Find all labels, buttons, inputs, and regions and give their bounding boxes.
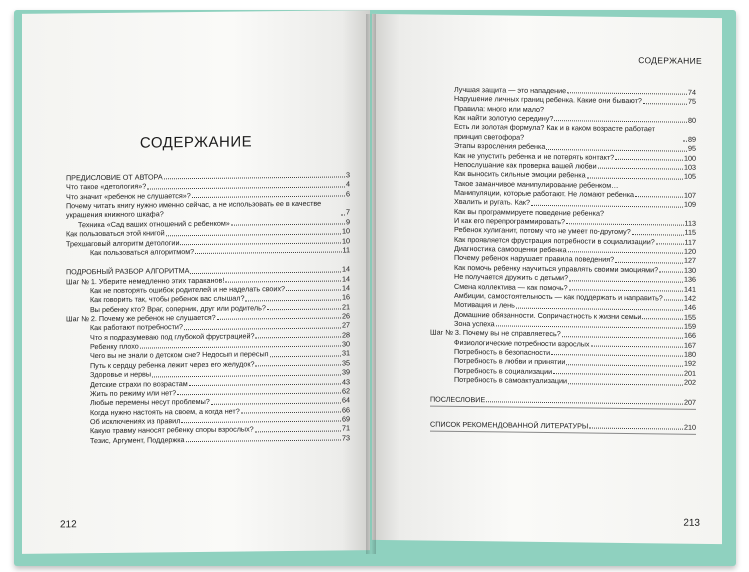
toc-entry-page: 71 xyxy=(342,423,350,433)
leader-dots xyxy=(659,272,683,273)
toc-entry-title: Детские страхи по возрастам xyxy=(90,378,188,389)
toc-entry-title: Что такое «детология»? xyxy=(66,181,147,192)
toc-entry-page: 167 xyxy=(684,340,696,350)
toc-entry-title: Как проявляется фрустрация потребности в социализации? xyxy=(454,234,655,247)
table-of-contents-right xyxy=(430,85,696,438)
toc-entry-title: Жить по режиму или нет? xyxy=(90,388,177,399)
toc-entry-title: Шаг № 1. Уберите немедленно этих тараканов! xyxy=(66,275,225,286)
toc-entry-page: 66 xyxy=(342,405,350,415)
toc-entry-page: 107 xyxy=(684,190,696,200)
leader-dots xyxy=(551,354,683,357)
leader-dots xyxy=(566,224,684,226)
toc-entry-page: 74 xyxy=(688,87,696,97)
toc-entry-page: 136 xyxy=(684,274,696,285)
toc-entry-page: 4 xyxy=(346,179,350,189)
toc-entry-title: Трехшаговый алгоритм детологии xyxy=(66,237,180,248)
leader-dots xyxy=(664,300,683,301)
toc-entry-title: Ребенок хулиганит, потому что не умеет по-другому? xyxy=(454,225,631,237)
toc-entry-page: 117 xyxy=(684,237,696,247)
toc-entry-title: Смена коллектива — как помочь? xyxy=(454,281,568,292)
toc-entry-page: 210 xyxy=(684,422,696,432)
toc-entry xyxy=(66,198,350,220)
toc-entry-page: 11 xyxy=(342,245,350,255)
toc-entry-page: 26 xyxy=(342,311,350,321)
book-gutter xyxy=(366,14,376,554)
toc-entry-title: Этапы взросления ребенка xyxy=(454,141,546,152)
toc-entry-title: Чего вы не знали о детском сне? Недосып и пересып xyxy=(90,349,269,361)
leader-dots xyxy=(241,411,341,413)
toc-entry-title: Техника «Сад ваших отношений с ребенком» xyxy=(78,218,230,230)
leader-dots xyxy=(217,318,341,320)
leader-dots xyxy=(192,196,345,199)
leader-dots xyxy=(553,373,683,376)
leader-dots xyxy=(186,440,341,443)
toc-entry-title: Нарушение личных границ ребенка. Какие они бывают? xyxy=(454,94,642,106)
toc-entry-title: Как говорить так, чтобы ребенок вас слышал? xyxy=(90,293,245,305)
toc-entry-page: 14 xyxy=(342,264,350,274)
toc-entry-page: 21 xyxy=(342,302,350,312)
leader-dots xyxy=(566,364,683,366)
toc-entry-page: 6 xyxy=(346,189,350,199)
toc-entry-title: Как помочь ребенку научиться управлять своими эмоциями? xyxy=(454,262,659,275)
toc-entry-title: Диагностика самооценки ребенка xyxy=(454,243,567,255)
toc-entry-title: Как пользоваться алгоритмом? xyxy=(90,246,195,257)
toc-entry-title: Как вы программируете поведение ребенка? xyxy=(454,206,604,218)
toc-entry-title: Тезис, Аргумент, Поддержка xyxy=(90,434,185,445)
page-title: СОДЕРЖАНИЕ xyxy=(139,133,253,152)
right-page xyxy=(372,14,722,544)
toc-entry-title: Манипуляции, которые работают. Не ломают ребенка xyxy=(454,187,635,200)
toc-entry-page: 109 xyxy=(684,199,696,210)
leader-dots xyxy=(567,93,687,95)
leader-dots xyxy=(569,280,683,282)
leader-dots xyxy=(245,299,341,301)
toc-entry-title: Домашние обязанности. Сопричастность к жизни семьи xyxy=(454,309,642,321)
running-head: СОДЕРЖАНИЕ xyxy=(638,55,702,66)
toc-entry-title: ПРЕДИСЛОВИЕ ОТ АВТОРА xyxy=(66,172,163,183)
toc-entry-page: 14 xyxy=(342,273,350,284)
toc-entry-page: 10 xyxy=(342,235,350,245)
toc-entry-page: 103 xyxy=(684,162,696,172)
toc-entry-page: 31 xyxy=(342,348,350,358)
toc-entry-title: Потребность в безопасности xyxy=(454,346,551,358)
toc-entry-title: Шаг № 2. Почему же ребенок не слушается? xyxy=(66,312,216,324)
toc-entry-page: 130 xyxy=(684,265,696,275)
toc-entry-title: Почему читать книгу нужно именно сейчас, а не использовать ее в качестве украшения книжного шкафа? xyxy=(66,198,322,220)
toc-entry-title: Любые перемены несут проблемы? xyxy=(90,397,210,408)
leader-dots xyxy=(255,365,341,367)
toc-entry-title: Такое заманчивое манипулирование ребенком… xyxy=(454,178,619,190)
toc-entry-page: 39 xyxy=(342,367,350,377)
toc-entry-title: Что значит «ребенок не слушается»? xyxy=(66,190,191,202)
toc-entry-page: 27 xyxy=(342,320,350,330)
toc-entry-page: 80 xyxy=(688,115,696,125)
table-of-contents-left xyxy=(66,170,350,445)
toc-entry-page: 89 xyxy=(688,134,696,144)
toc-entry-title: Об исключениях из правил xyxy=(90,416,181,427)
leader-dots xyxy=(286,290,341,292)
leader-dots xyxy=(231,224,345,226)
toc-entry-title: Хвалить и ругать. Как? xyxy=(454,197,530,208)
toc-entry-title: ПОСЛЕСЛОВИЕ xyxy=(430,394,486,404)
toc-entry-title: Мотивация и лень xyxy=(454,300,515,310)
leader-dots xyxy=(587,177,683,179)
toc-entry-title: Как не повторять ошибок родителей и не наделать своих? xyxy=(90,284,286,296)
toc-entry-title: Шаг № 3. Почему вы не справляетесь? xyxy=(430,327,561,339)
toc-entry-page: 180 xyxy=(684,349,696,359)
toc-entry-title: Почему ребенок нарушает правила поведения? xyxy=(454,253,615,265)
leader-dots xyxy=(615,159,683,161)
toc-entry-page: 155 xyxy=(684,312,696,322)
toc-entry-title: Потребность в социализации xyxy=(454,365,553,376)
page-number-right: 213 xyxy=(683,517,700,529)
leader-dots xyxy=(267,309,341,311)
toc-entry-title: Что я подразумеваю под глубокой фрустрацией? xyxy=(90,331,255,342)
toc-entry-page: 146 xyxy=(684,302,696,313)
toc-entry-page: 105 xyxy=(684,171,696,182)
toc-entry-page: 16 xyxy=(342,292,350,302)
leader-dots xyxy=(225,280,341,282)
toc-entry-title: Здоровье и нервы xyxy=(90,369,152,380)
toc-entry-page: 115 xyxy=(684,228,696,238)
toc-entry-page: 202 xyxy=(684,377,696,387)
toc-entry-page: 141 xyxy=(684,284,696,294)
leader-dots xyxy=(195,252,341,255)
toc-entry-title: Не получается дружить с детьми? xyxy=(454,272,569,283)
toc-entry-title: СПИСОК РЕКОМЕНДОВАННОЙ ЛИТЕРАТУРЫ xyxy=(430,419,589,431)
leader-dots xyxy=(642,318,683,319)
toc-entry-title: Потребность в самоактуализации xyxy=(454,375,568,386)
toc-entry-page: 142 xyxy=(684,293,696,303)
toc-entry-page: 127 xyxy=(684,256,696,266)
toc-entry-title: Как не упустить ребенка и не потерять контакт? xyxy=(454,150,615,162)
leader-dots xyxy=(635,196,683,198)
toc-entry-title: Лучшая защита — это нападение xyxy=(454,84,567,96)
toc-entry-page: 30 xyxy=(342,339,350,349)
toc-entry-title: Правила: много или мало? xyxy=(454,103,544,114)
toc-entry-title: Как пользоваться этой книгой xyxy=(66,228,165,239)
leader-dots xyxy=(656,243,684,244)
leader-dots xyxy=(569,289,683,291)
leader-dots xyxy=(211,402,341,404)
toc-entry-page: 159 xyxy=(684,321,696,331)
toc-entry-page: 73 xyxy=(342,433,350,443)
toc-entry-title: ПОДРОБНЫЙ РАЗБОР АЛГОРИТМА xyxy=(66,266,190,277)
leader-dots xyxy=(632,234,684,236)
toc-entry-page: 75 xyxy=(688,97,696,107)
toc-entry-page: 69 xyxy=(342,414,350,424)
leader-dots xyxy=(589,428,683,430)
toc-entry-title: Физиологические потребности взрослых xyxy=(454,337,590,349)
toc-entry-page: 14 xyxy=(342,283,350,293)
toc-entry-page: 201 xyxy=(684,368,696,378)
toc-entry-page: 166 xyxy=(684,331,696,341)
toc-entry xyxy=(430,394,696,407)
leader-dots xyxy=(683,141,687,142)
toc-entry-page: 62 xyxy=(342,386,350,396)
toc-entry-page: 7 xyxy=(346,207,350,217)
toc-entry xyxy=(66,433,350,445)
toc-entry-page: 43 xyxy=(342,376,350,387)
toc-entry xyxy=(430,419,696,432)
leader-dots xyxy=(486,401,683,404)
leader-dots xyxy=(189,383,341,386)
leader-dots xyxy=(615,262,683,264)
toc-entry-title: Ребенку плохо xyxy=(90,341,139,352)
leader-dots xyxy=(598,168,683,170)
toc-entry-title: Как найти золотую середину? xyxy=(454,112,554,124)
leader-dots xyxy=(591,346,683,348)
leader-dots xyxy=(190,271,341,274)
toc-entry-page: 10 xyxy=(342,226,350,236)
toc-entry-title: Как работают потребности? xyxy=(90,322,183,333)
toc-entry-title: Зона успеха xyxy=(454,318,495,329)
toc-entry-page: 192 xyxy=(684,359,696,369)
toc-entry-page: 64 xyxy=(342,395,350,405)
toc-entry-title: Потребность в любви и принятии xyxy=(454,356,566,367)
toc-entry-page: 100 xyxy=(684,153,696,163)
leader-dots xyxy=(568,252,683,254)
leader-dots xyxy=(568,383,683,385)
leader-dots xyxy=(554,121,687,124)
toc-entry-title: Какую травму наносят ребенку споры взрослых? xyxy=(90,424,254,436)
toc-entry-page: 28 xyxy=(342,330,350,340)
leader-dots xyxy=(341,214,345,215)
toc-entry-page: 3 xyxy=(346,170,350,180)
toc-entry-page: 35 xyxy=(342,358,350,368)
toc-entry-title: И как его перепрограммировать? xyxy=(454,215,565,227)
leader-dots xyxy=(255,337,341,339)
leader-dots xyxy=(562,336,683,338)
leader-dots xyxy=(643,103,687,105)
leader-dots xyxy=(255,430,341,432)
toc-entry-page: 113 xyxy=(684,218,696,228)
toc-entry-title: Непослушание как проверка вашей любви xyxy=(454,159,597,171)
toc-entry-page: 207 xyxy=(684,397,696,407)
toc-entry-title: Амбиции, самостоятельность — как поддержать и направить? xyxy=(454,290,663,303)
toc-entry-title: Когда нужно настоять на своем, а когда нет? xyxy=(90,406,240,417)
toc-entry-title: Как выносить сильные эмоции ребенка xyxy=(454,169,586,180)
leader-dots xyxy=(270,355,341,357)
toc-entry-page: 120 xyxy=(684,246,696,256)
toc-entry-page: 9 xyxy=(346,217,350,227)
toc-entry-title: Есть ли золотая формула? Как и в каком возрасте работает принцип светофора? xyxy=(454,122,655,142)
toc-entry-title: Вы ребенку кто? Враг, соперник, друг или родитель? xyxy=(90,302,266,314)
page-number-left: 212 xyxy=(60,519,77,531)
toc-entry-title: Путь к сердцу ребенка лежит через его желудок? xyxy=(90,359,255,370)
toc-entry-page: 95 xyxy=(688,143,696,153)
left-page xyxy=(22,10,370,554)
